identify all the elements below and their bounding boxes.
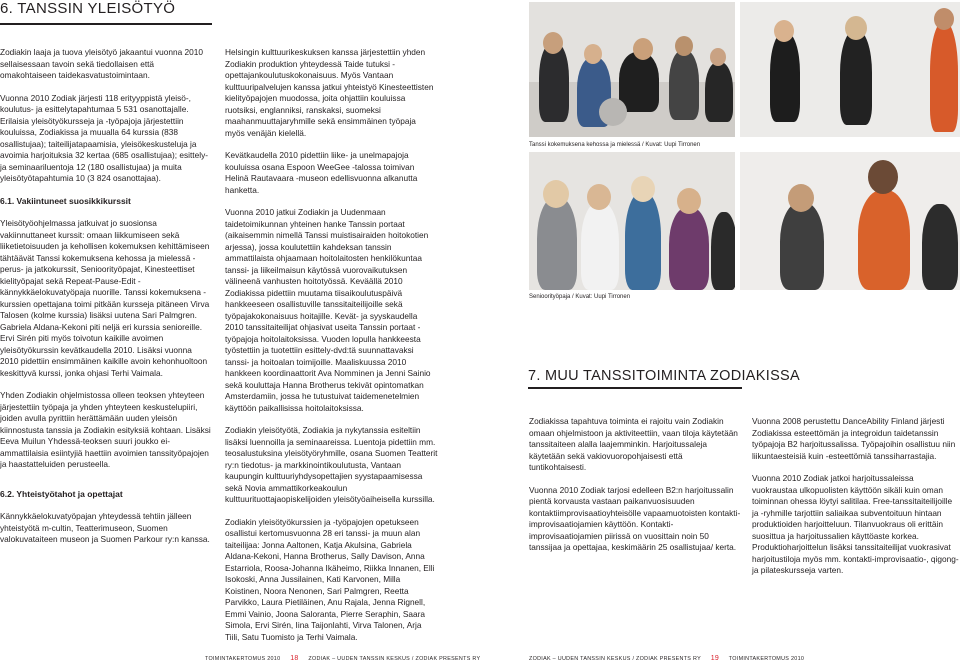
subheading: 6.2. Yhteistyötahot ja opettajat bbox=[0, 488, 123, 499]
section-heading-6: 6. TANSSIN YLEISÖTYÖ bbox=[0, 0, 176, 17]
heading-rule bbox=[528, 387, 742, 389]
paragraph: Zodiakissa tapahtuva toiminta ei rajoitu vain Zodiakin omaan ohjelmistoon ja aktiviteettiin, vaan tiloja käytetään tanssitaiteen alalla laajemminkin. Harjoitussaleja käytetään sekä vakiovuoropohjaisesti että tuntikohtaisesti. bbox=[529, 416, 738, 472]
footer-left bbox=[205, 655, 480, 662]
dance-workshop-photo-2 bbox=[740, 2, 960, 137]
senior-workshop-photo-2 bbox=[740, 152, 960, 290]
dance-workshop-photo-1 bbox=[529, 2, 735, 137]
footer-right bbox=[529, 655, 804, 662]
senior-workshop-photo-1 bbox=[529, 152, 735, 290]
page-number: 19 bbox=[710, 655, 720, 662]
photo-caption-1: Tanssi kokemuksena kehossa ja mielessä / Kuvat: Uupi Tirronen bbox=[529, 142, 701, 148]
paragraph: Vuonna 2010 Zodiak järjesti 118 erityyppistä yleisö-, koulutus- ja esittelytapahtumaa 5 531 osanottajalle. Erilaisia yleisötyökursseja ja -työpajoja järjestettiin kouluissa, Zodiakissa ja muualla 64 kurssia (838 osallistujaa); taiteilijatapaamisia, yleisökeskusteluja ja avoimia harjoituksia 32 kertaa (685 osallistujaa); esittely- ja seminaariluentoja 12 (180 osallistujaa) ja muita yleisötyötapahtumia 10 (3 824 osanottajaa). bbox=[0, 92, 208, 183]
paragraph: Zodiakin yleisötyökurssien ja -työpajojen opetukseen osallistui kertomusvuonna 28 eri tanssi- ja muun alan taiteilijaa: Jonna Aaltonen, Katja Akulsina, Gabriela Aldana-Kekoni, Hanna Brotherus, Sally Davison, Anna Estarriola, Roosa-Johanna Ikäheimo, Riikka Innanen, Elli Isokoski, Anna Jussilainen, Kati Karvonen, Milla Koistinen, Noora Nenonen, Sari Palmgren, Reetta Parvikko, Laura Pietiläinen, Anu Rajala, Jenna Rignell, Emmi Vainio, Joona Saloranta, Pierre Seraphin, Saara Simola, Ervi Sirén, Iina Taijonlahti, Virva Talonen, Arja Tiili, Satu Tuomisto ja Terhi Vaimala. bbox=[225, 516, 435, 642]
column-3 bbox=[529, 416, 741, 554]
paragraph: Yhden Zodiakin ohjelmistossa olleen teoksen yhteyteen järjestettiin työpaja ja yhden yhteyteen keskustelupiiri, joiden avulla pyrittiin herättämään uuden yleisön kiinnostusta tanssia ja Zodiakin esityksiä kohtaan. Lisäksi Eeva Muilun Yhdessä-teoksen suuri joukko ei-ammattilaisia esiintyjiä haettiin avoimien tanssityöpajojen ja haastatteluiden perusteella. bbox=[0, 390, 211, 469]
paragraph: Zodiakin laaja ja tuova yleisötyö jakaantui vuonna 2010 sellaisessaan tavoin sekä tiedollaisen että omakohtaiseen taidekasvatustoimintaan. bbox=[0, 47, 203, 80]
paragraph: Yleisötyöohjelmassa jatkuivat jo suosionsa vakiinnuttaneet kurssit: omaan liikkumiseen sekä liiketietoisuuden ja kehollisen kokemuksen kehittämiseen tähtäävät Tanssi kokemuksena kehossa ja mielessä -perus- ja jatkokurssit, Senioorityöpajat, Kinesteettiset kielityöpajat sekä Repeat-Pause-Edit -kännykkäelokuvatyöpaja nuorille. Tanssi kokemuksena -kurssien opettajana toimi pitkään kursseja pitäneen Virva Talosen (kolme kurssia) lisäksi uutena Sari Palmgren. Gabriela Aldana-Kekoni piti neljä eri kurssia senioreille. Ervi Sirén piti myös toivotun kaikille avoimen yleisötyökurssin kevätkaudella 2010. Lisäksi vuonna 2010 pidettiin ensimmäinen kaikille avoin kehonhuoltoon keskittyvä kurssi, jonka ohjasi Terhi Vaimala. bbox=[0, 218, 210, 378]
photo-caption-2: Senioorityöpaja / Kuvat: Uupi Tirronen bbox=[529, 294, 631, 300]
footer-org: ZODIAK – UUDEN TANSSIN KESKUS / ZODIAK PRESENTS RY bbox=[308, 656, 481, 662]
paragraph: Kevätkaudella 2010 pidettiin liike- ja unelmapajoja kouluissa osana Espoon WeeGee -talossa toimivan Helinä Rautavaara -museon edellisvuonna alkanutta hanketta. bbox=[225, 150, 418, 195]
footer-org: ZODIAK – UUDEN TANSSIN KESKUS / ZODIAK PRESENTS RY bbox=[529, 656, 701, 662]
section-heading-7: 7. MUU TANSSITOIMINTA ZODIAKISSA bbox=[528, 368, 800, 384]
paragraph: Vuonna 2008 perustettu DanceAbility Finland järjesti Zodiakissa esteettömän ja integroidun taidetanssin työpajoja B2 harjoitussalissa. Työpajoihin osallistuu niin liikuntaesteisiä kuin -esteettömiä tanssiharrastajia. bbox=[752, 416, 956, 461]
column-4 bbox=[752, 416, 959, 577]
footer-title: TOIMINTAKERTOMUS 2010 bbox=[728, 656, 805, 662]
paragraph: Kännykkäelokuvatyöpajan yhteydessä tehtiin jälleen yhteistyötä m-cultin, Teatterimuseon, Suomen valokuvataiteen museon ja Suomen Parkour ry:n kanssa. bbox=[0, 511, 210, 544]
paragraph: Helsingin kulttuurikeskuksen kanssa järjestettiin yhden Zodiakin produktion yhteydessä Taide tutuksi -opettajankoulutuskokonaisuus. Myös Vantaan kulttuuripalvelujen kanssa jatkui yhteistyö Kinesteettisten kielityöpajojen muodossa, joita ohjattiin kouluissa ruotsiksi, englanniksi, ranskaksi, suomeksi maahanmuuttajaryhmille sekä ensimmäinen työpaja myös venäjän kielellä. bbox=[225, 47, 434, 138]
paragraph: Vuonna 2010 Zodiak tarjosi edelleen B2:n harjoitussalin pientä korvausta vastaan paikanvuosisuuden kontaktiimprovisaatioyhteisölle vapaamuotoisten kontakti-improvisaatiojamien käyttöön. Kontakti-improvisaatiojamien piirissä on vuosittain noin 50 tanssijaa ja opettajaa, keskimäärin 25 osallistujaa/ kerta. bbox=[529, 484, 741, 552]
column-1 bbox=[0, 47, 212, 546]
page-number: 18 bbox=[290, 655, 299, 662]
paragraph: Zodiakin yleisötyötä, Zodiakia ja nykytanssia esiteltiin lisäksi luennoilla ja seminaareissa. Luentoja pidettiin mm. teosalustuksina yleisötyöryhmille, osana Suomen Teatterit ry:n tiedotus- ja markkinointikoulutusta, Vantaan kaupungin kulttuuriyhdysopettajien syystapaamisessa sekä Novia ammattikorkeakoulun kulttuurituottajaopiskelijoiden yleisötyöaiheisella kurssilla. bbox=[225, 425, 438, 504]
subheading: 6.1. Vakiintuneet suosikkikurssit bbox=[0, 195, 131, 206]
column-2 bbox=[225, 47, 438, 643]
footer-title: TOIMINTAKERTOMUS 2010 bbox=[205, 656, 281, 662]
paragraph: Vuonna 2010 Zodiak jatkoi harjoitussaleissa vuokraustaa ulkopuolisten käyttöön sikäli kuin oman toiminnan ohessa löytyi salitilaa. Free-tanssitaiteilijoille ja -ryhmille tarjottiin saliaikaa subventoituun hintaan produktioiden harjoitteluun. Tilanvuokraus oli erittäin suosittua ja harjoitussalien käyttöaste korkea. Produktioharjoittelun lisäksi tanssitaiteilijat vuokrasivat harjoitustiloja myös mm. kontakti-improvisaatio-, qigong- ja pilateskursseja varten. bbox=[752, 473, 959, 575]
heading-rule bbox=[0, 23, 212, 25]
paragraph: Vuonna 2010 jatkui Zodiakin ja Uudenmaan taidetoimikunnan yhteinen hanke Tanssin portaat (aikaisemmin nimellä Tanssi muistisairaiden hoitokotien arjessa), jossa koulutettiin kahdeksan tanssin ammattilaista ohjaamaan hoitolaitosten henkilökuntaa tanssi- ja liikeilmaisun käytössä vuorovaikutuksen välineenä vanhusten hoitotyössä. Keväällä 2010 Zodiakissa pidettiin muutama tiisaikoulutuspäivä hankkeeseen osallistuville tanssitaiteilijoille sekä työpajakokonaisuus hoitajille. Kevät- ja syyskaudella 2010 tanssitaiteilijat ohjasivat useita Tanssin portaat -työpajoja hoitolaitoksissa. Vuoden lopulla hankkeesta työstettiin ja tuotettiin esittely-dvd:tä suunnattavaksi tanssi- ja hoitoalan toimijoille. Maaliskuussa 2010 hankkeen koordinaattorit Ava Nomminen ja Jenni Sainio sekä kouluttaja Hanna Brotherus tekivät opintomatkan Amsterdamiin, jossa he tutustuivat taidemenetelmien käyttöön paikallisissa hoitolaitoksissa. bbox=[225, 207, 431, 413]
